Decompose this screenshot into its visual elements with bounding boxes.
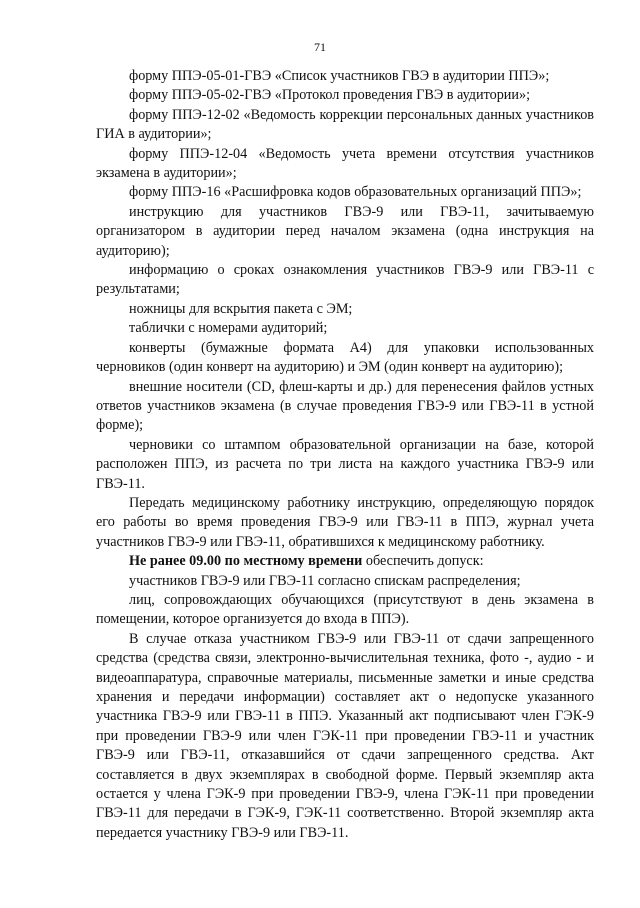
paragraph-medical-worker: Передать медицинскому работнику инструкцию, определяющую порядок его работы во время проведения ГВЭ-9 или ГВЭ-11 в ППЭ, журнал учета участников ГВЭ-9 или ГВЭ-11, обратившихся к медицинскому работнику. bbox=[96, 494, 594, 550]
paragraph-form-16: форму ППЭ-16 «Расшифровка кодов образовательных организаций ППЭ»; bbox=[129, 184, 582, 201]
paragraph-accompanying: лиц, сопровождающих обучающихся (присутствуют в день экзамена в помещении, которое организуется до входа в ППЭ). bbox=[96, 591, 594, 628]
paragraph-participants: участников ГВЭ-9 или ГВЭ-11 согласно спискам распределения; bbox=[129, 572, 521, 589]
paragraph-form-12-04: форму ППЭ-12-04 «Ведомость учета времени отсутствия участников экзамена в аудитории»; bbox=[96, 145, 594, 182]
paragraph-results-info: информацию о сроках ознакомления участников ГВЭ-9 или ГВЭ-11 с результатами; bbox=[96, 262, 594, 298]
paragraph-form-05-02: форму ППЭ-05-02-ГВЭ «Протокол проведения ГВЭ в аудитории»; bbox=[129, 87, 531, 104]
page-number: 71 bbox=[314, 40, 326, 54]
paragraph-envelopes: конверты (бумажные формата А4) для упаковки использованных черновиков (один конверт на аудиторию) и ЭМ (один конверт на аудиторию); bbox=[96, 339, 594, 376]
paragraph-form-12-02: форму ППЭ-12-02 «Ведомость коррекции персональных данных участников ГИА в аудитории»; bbox=[96, 106, 594, 143]
paragraph-instruction: инструкцию для участников ГВЭ-9 или ГВЭ-11, зачитываемую организатором в аудитории перед началом экзамена (одна инструкция на аудиторию); bbox=[96, 203, 594, 259]
admission-time-bold: Не ранее 09.00 по местному времени bbox=[129, 553, 363, 570]
document-body bbox=[96, 67, 594, 843]
paragraph-scissors: ножницы для вскрытия пакета с ЭМ; bbox=[129, 300, 353, 317]
paragraph-room-signs: таблички с номерами аудиторий; bbox=[129, 320, 328, 337]
paragraph-admission bbox=[96, 552, 594, 571]
admission-rest: обеспечить допуск: bbox=[362, 553, 484, 570]
paragraph-drafts: черновики со штампом образовательной организации на базе, которой расположен ППЭ, из расчета по три листа на каждого участника ГВЭ-9 или ГВЭ-11. bbox=[96, 436, 594, 492]
paragraph-form-05-01: форму ППЭ-05-01-ГВЭ «Список участников ГВЭ в аудитории ППЭ»; bbox=[129, 68, 550, 84]
paragraph-external-media: внешние носители (CD, флеш-карты и др.) для перенесения файлов устных ответов участников экзамена (в случае проведения ГВЭ-9 или ГВЭ-11 в устной форме); bbox=[96, 378, 594, 434]
paragraph-refusal-act: В случае отказа участником ГВЭ-9 или ГВЭ-11 от сдачи запрещенного средства (средства связи, электронно-вычислительная техника, фото -, аудио - и видеоаппаратура, справочные материалы, письменные заметки и иные средства хранения и передачи информации) составляет акт о недопуске указанного участника ГВЭ-9 или ГВЭ-11 в ППЭ. Указанный акт подписывают член ГЭК-9 при проведении ГВЭ-9 или член ГЭК-11 при проведении ГВЭ-11 и участник ГВЭ-9 или ГВЭ-11, отказавшийся от сдачи запрещенного средства. Акт составляется в двух экземплярах в свободной форме. Первый экземпляр акта остается у члена ГЭК-9 при проведении ГВЭ-9, члена ГЭК-11 при проведении ГВЭ-11 для передачи в ГЭК-9, ГЭК-11 соответственно. Второй экземпляр акта передается участнику ГВЭ-9 или ГВЭ-11. bbox=[96, 630, 594, 841]
